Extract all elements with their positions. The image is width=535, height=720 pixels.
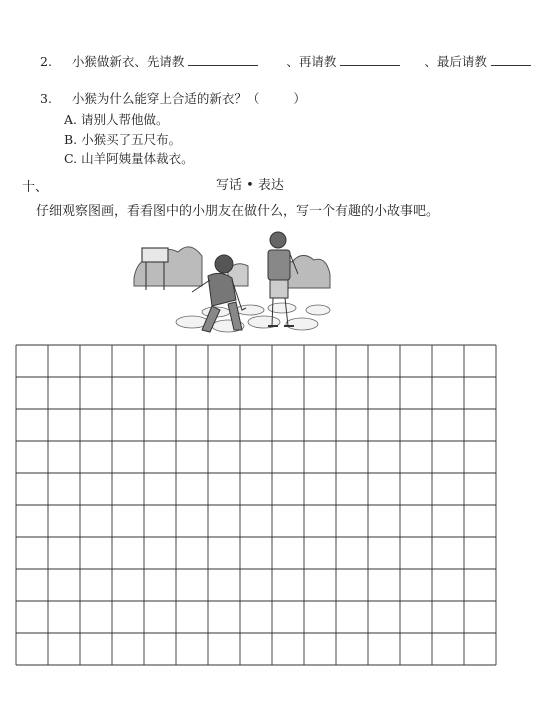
answer-blank-3[interactable] (491, 53, 531, 66)
question-3-text: 小猴为什么能穿上合适的新衣？（ (71, 91, 260, 106)
question-2-text-c: 、最后请教 (424, 54, 487, 69)
question-2 (40, 52, 531, 70)
question-3-text-end: ） (293, 91, 306, 106)
option-a: A. 请别人帮他做。 (64, 112, 169, 127)
question-3-number: 3. (40, 91, 52, 106)
option-b: B. 小猴买了五尺布。 (64, 132, 182, 147)
section-title: 写话 • 表达 (216, 178, 284, 193)
answer-blank-1[interactable] (188, 53, 258, 66)
question-2-text-a: 小猴做新衣、先请教 (71, 54, 185, 69)
question-2-text-b: 、再请教 (286, 54, 337, 69)
section-instruction: 仔细观察图画，看看图中的小朋友在做什么，写一个有趣的小故事吧。 (36, 204, 440, 219)
illustration-children-playing (132, 226, 332, 338)
answer-blank-2[interactable] (340, 53, 400, 66)
writing-grid[interactable] (15, 344, 497, 666)
question-3 (40, 89, 306, 107)
question-2-number: 2. (40, 54, 52, 69)
option-c: C. 山羊阿姨量体裁衣。 (64, 151, 194, 166)
section-number: 十、 (22, 180, 49, 195)
